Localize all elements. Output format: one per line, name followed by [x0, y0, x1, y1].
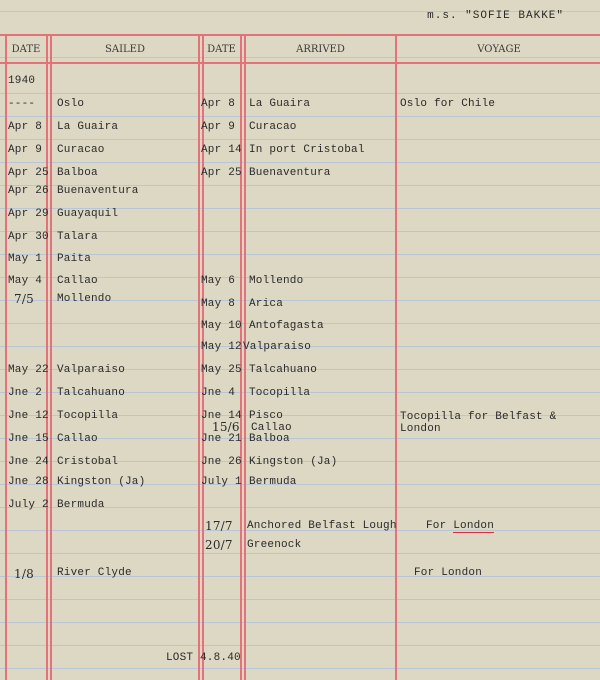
arrived-date: 15/6	[212, 420, 240, 434]
sailed-place: Guayaquil	[57, 208, 119, 220]
header-sailed: SAILED	[105, 44, 145, 55]
voyage-note: London	[400, 423, 441, 435]
sailed-place: Talcahuano	[57, 387, 126, 399]
voyage-note-prefix: For	[426, 520, 447, 532]
header-arrived: ARRIVED	[296, 44, 345, 55]
sailed-date: Apr 30	[8, 231, 49, 243]
sailed-date: May 4	[8, 275, 43, 287]
arrived-date: 17/7	[205, 519, 233, 533]
column-rule	[198, 36, 200, 680]
arrived-place: Valparaiso	[243, 341, 312, 353]
sailed-date: Jne 28	[8, 476, 49, 488]
arrived-place: Buenaventura	[249, 167, 331, 179]
arrived-date: May 6	[201, 275, 236, 287]
arrived-date: Apr 9	[201, 121, 236, 133]
arrived-place: Tocopilla	[249, 387, 311, 399]
arrived-place: Bermuda	[249, 476, 297, 488]
lost-label: LOST	[166, 652, 194, 664]
arrived-place: Balboa	[249, 433, 290, 445]
arrived-place: Callao	[251, 422, 292, 434]
arrived-place: Greenock	[247, 539, 302, 551]
sailed-date: Apr 8	[8, 121, 43, 133]
sailed-date: Apr 9	[8, 144, 43, 156]
column-rule	[244, 36, 246, 680]
sailed-place: Callao	[57, 275, 98, 287]
sailed-date: July 2	[8, 499, 49, 511]
sailed-date: Jne 12	[8, 410, 49, 422]
sailed-date: May 22	[8, 364, 49, 376]
arrived-date: July 1	[201, 476, 242, 488]
sailed-place: Balboa	[57, 167, 98, 179]
year-label: 1940	[8, 75, 36, 87]
arrived-place: Mollendo	[249, 275, 304, 287]
arrived-date: May 8	[201, 298, 236, 310]
sailed-place: Cristobal	[57, 456, 119, 468]
arrived-place: La Guaira	[249, 98, 311, 110]
sailed-date: ----	[8, 98, 36, 110]
arrived-date: May 12	[201, 341, 242, 353]
header-voyage: VOYAGE	[477, 44, 521, 55]
sailed-date: Apr 29	[8, 208, 49, 220]
arrived-place: Anchored Belfast Lough	[247, 520, 397, 532]
sailed-date: Jne 2	[8, 387, 43, 399]
voyage-note: For London	[414, 567, 483, 579]
arrived-place: Curacao	[249, 121, 297, 133]
sailed-date: 1/8	[14, 567, 34, 581]
column-rule	[50, 36, 52, 680]
arrived-place: Arica	[249, 298, 284, 310]
sailed-place: Valparaiso	[57, 364, 126, 376]
arrived-date: Apr 14	[201, 144, 242, 156]
arrived-date: Apr 8	[201, 98, 236, 110]
sailed-place: Bermuda	[57, 499, 105, 511]
voyage-note: Oslo for Chile	[400, 98, 496, 110]
header-bottom-rule	[0, 62, 600, 64]
arrived-place: Antofagasta	[249, 320, 324, 332]
sailed-date: May 1	[8, 253, 43, 265]
sailed-place: Tocopilla	[57, 410, 119, 422]
column-rule	[395, 36, 397, 680]
sailed-date: Apr 26	[8, 185, 49, 197]
sailed-place: River Clyde	[57, 567, 132, 579]
header-date-sailed: DATE	[11, 44, 41, 55]
sailed-place: Curacao	[57, 144, 105, 156]
voyage-note	[426, 520, 494, 532]
arrived-date: Jne 21	[201, 433, 242, 445]
sailed-date: Jne 24	[8, 456, 49, 468]
sailed-place: Buenaventura	[57, 185, 139, 197]
arrived-date: May 25	[201, 364, 242, 376]
arrived-place: Talcahuano	[249, 364, 318, 376]
arrived-place: Pisco	[249, 410, 284, 422]
arrived-date: Jne 4	[201, 387, 236, 399]
column-rule	[240, 36, 242, 680]
sailed-place: La Guaira	[57, 121, 119, 133]
arrived-date: Apr 25	[201, 167, 242, 179]
column-rule	[46, 36, 48, 680]
arrived-date: 20/7	[205, 538, 233, 552]
sailed-date: Apr 25	[8, 167, 49, 179]
sailed-date: 7/5	[14, 292, 34, 306]
sailed-place: Oslo	[57, 98, 85, 110]
sailed-place: Kingston (Ja)	[57, 476, 146, 488]
arrived-place: In port Cristobal	[249, 144, 365, 156]
sailed-place: Mollendo	[57, 293, 112, 305]
column-rule	[5, 36, 7, 680]
sailed-place: Paita	[57, 253, 92, 265]
arrived-date: May 10	[201, 320, 242, 332]
arrived-date: Jne 14	[201, 410, 242, 422]
header-date-arrived: DATE	[207, 44, 236, 55]
voyage-note-underlined: London	[453, 520, 495, 532]
sailed-place: Callao	[57, 433, 98, 445]
arrived-date: Jne 26	[201, 456, 242, 468]
arrived-place: Kingston (Ja)	[249, 456, 338, 468]
voyage-note: Tocopilla for Belfast &	[400, 411, 557, 423]
sailed-date: Jne 15	[8, 433, 49, 445]
lost-date: 4.8.40	[200, 652, 241, 664]
ship-name: m.s. "SOFIE BAKKE"	[427, 10, 564, 22]
header-top-rule	[0, 34, 600, 36]
sailed-place: Talara	[57, 231, 98, 243]
